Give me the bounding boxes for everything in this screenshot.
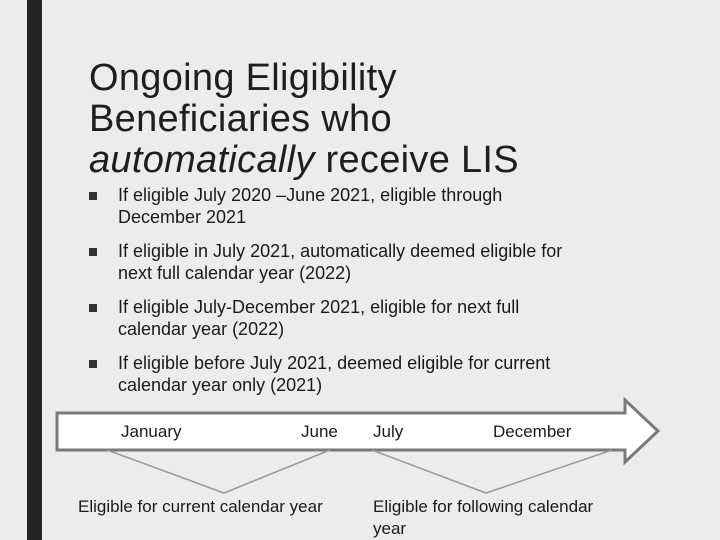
bullet-text-line: calendar year only (2021) xyxy=(118,375,323,395)
month-label-december: December xyxy=(493,422,572,441)
bullet-text-line: If eligible before July 2021, deemed eligible for current xyxy=(118,353,551,373)
bullet-text-line: next full calendar year (2022) xyxy=(118,263,352,283)
bullet-text-line: If eligible July-December 2021, eligible for next full xyxy=(118,297,520,317)
month-label-june: June xyxy=(301,422,338,441)
bullet-text-line: calendar year (2022) xyxy=(118,319,285,339)
title-line-3-rest: receive LIS xyxy=(314,139,519,181)
title-line-2: Beneficiaries who xyxy=(89,98,392,140)
caption-current-year: Eligible for current calendar year xyxy=(78,497,323,516)
bullet-text-line: If eligible July 2020 –June 2021, eligible through xyxy=(118,185,503,205)
caption-following-year-line-2: year xyxy=(373,519,407,538)
connector-line xyxy=(224,450,330,493)
connector-line xyxy=(107,450,224,493)
title-line-1: Ongoing Eligibility xyxy=(89,57,397,99)
connector-line xyxy=(486,450,612,493)
month-label-july: July xyxy=(373,422,404,441)
caption-following-year-line-1: Eligible for following calendar xyxy=(373,497,594,516)
month-label-january: January xyxy=(121,422,182,441)
connector-line xyxy=(372,450,486,493)
bullet-text-line: If eligible in July 2021, automatically deemed eligible for xyxy=(118,241,563,261)
bullet-text-line: December 2021 xyxy=(118,207,247,227)
title-emphasis: automatically xyxy=(89,139,315,181)
